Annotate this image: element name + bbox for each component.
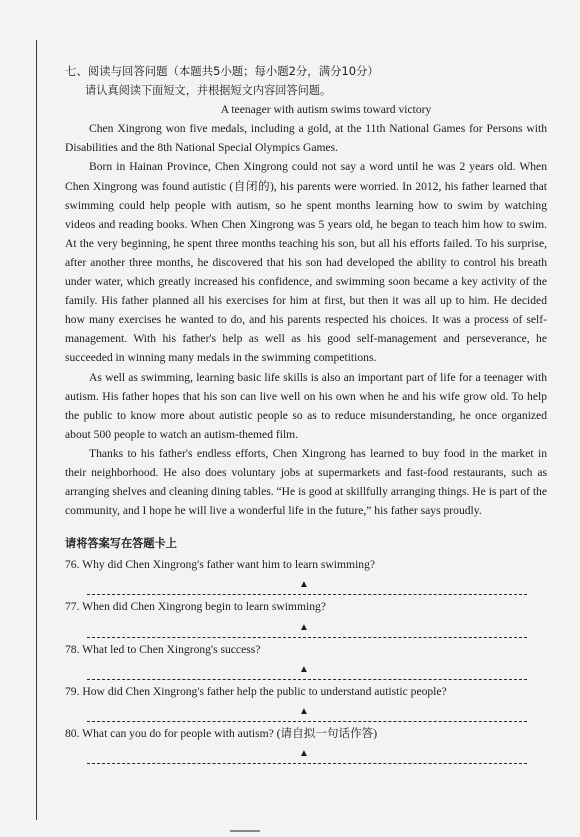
answer-marker-icon: ▲ [299, 705, 309, 717]
footer-mark [230, 830, 260, 832]
answer-marker-icon: ▲ [299, 579, 309, 591]
question-text: 76. Why did Chen Xingrong's father want him to learn swimming? [65, 558, 376, 572]
answer-line-80[interactable] [87, 749, 527, 764]
article-title: A teenager with autism swims toward victory [220, 103, 432, 117]
question-79 [65, 682, 547, 722]
answer-line-78[interactable] [87, 665, 527, 680]
answer-marker-icon: ▲ [299, 747, 309, 759]
question-78 [65, 640, 547, 680]
answer-note: 请将答案写在答题卡上 [65, 537, 177, 551]
question-text: 77. When did Chen Xingrong begin to learn swimming? [65, 600, 326, 614]
question-77 [65, 597, 547, 637]
answer-marker-icon: ▲ [299, 621, 309, 633]
exam-section [65, 62, 547, 766]
answer-line-76[interactable] [87, 580, 527, 595]
answer-marker-icon: ▲ [299, 663, 309, 675]
question-text: 79. How did Chen Xingrong's father help the public to understand autistic people? [65, 684, 447, 698]
section-title: 七、阅读与回答问题（本题共5小题；每小题2分，满分10分） [65, 64, 379, 78]
question-80 [65, 724, 547, 764]
page-binding-edge [36, 40, 37, 820]
question-text: 80. What can you do for people with autism? (请自拟一句话作答) [65, 726, 378, 740]
section-instruction: 请认真阅读下面短文，并根据短文内容回答问题。 [85, 84, 332, 98]
answer-line-77[interactable] [87, 623, 527, 638]
question-text: 78. What led to Chen Xingrong's success? [65, 642, 261, 656]
article-paragraph: Chen Xingrong won five medals, including a gold, at the 11th National Games for Persons with Disabilities and the 8th National Special Olympics Games. [65, 122, 547, 155]
article-paragraph: As well as swimming, learning basic life skills is also an important part of life for a teenager with autism. His father hopes that his son can live well on his own when he and his wife grow old. To help the public to know more about autistic people so as to reduce misunderstanding, he once organized about 500 people to watch an autism-themed film. [65, 370, 547, 441]
article-paragraph: Born in Hainan Province, Chen Xingrong could not say a word until he was 2 years old. When Chen Xingrong was found autistic (自闭的), his parents were worried. In 2012, his father learned that swimming could help people with autism, so he spent months learning how to swim by watching videos and reading books. When Chen Xingrong was 5 years old, he began to teach him how to swim. At the very beginning, he spent three months teaching his son, but all his efforts failed. To his surprise, after another three months, he discovered that his son had developed the ability to control his breath under water, which greatly increased his confidence, and swimming soon became a key activity of the family. His father planned all his exercises for him at first, but then it was all up to him. He decided how many exercises he wanted to do, and his parents respected his choices. It was a process of self-management. With his father's help as well as his good self-management and perseverance, he succeeded in winning many medals in the swimming competitions. [65, 160, 547, 365]
answer-line-79[interactable] [87, 707, 527, 722]
question-76 [65, 555, 547, 595]
article-paragraph: Thanks to his father's endless efforts, Chen Xingrong has learned to buy food in the market in their neighborhood. He also does voluntary jobs at supermarkets and fast-food restaurants, such as arranging shelves and cleaning dining tables. “He is good at skillfully arranging things. He is part of the community, and I hope he will live a wonderful life in the future,” his father says proudly. [65, 446, 547, 518]
